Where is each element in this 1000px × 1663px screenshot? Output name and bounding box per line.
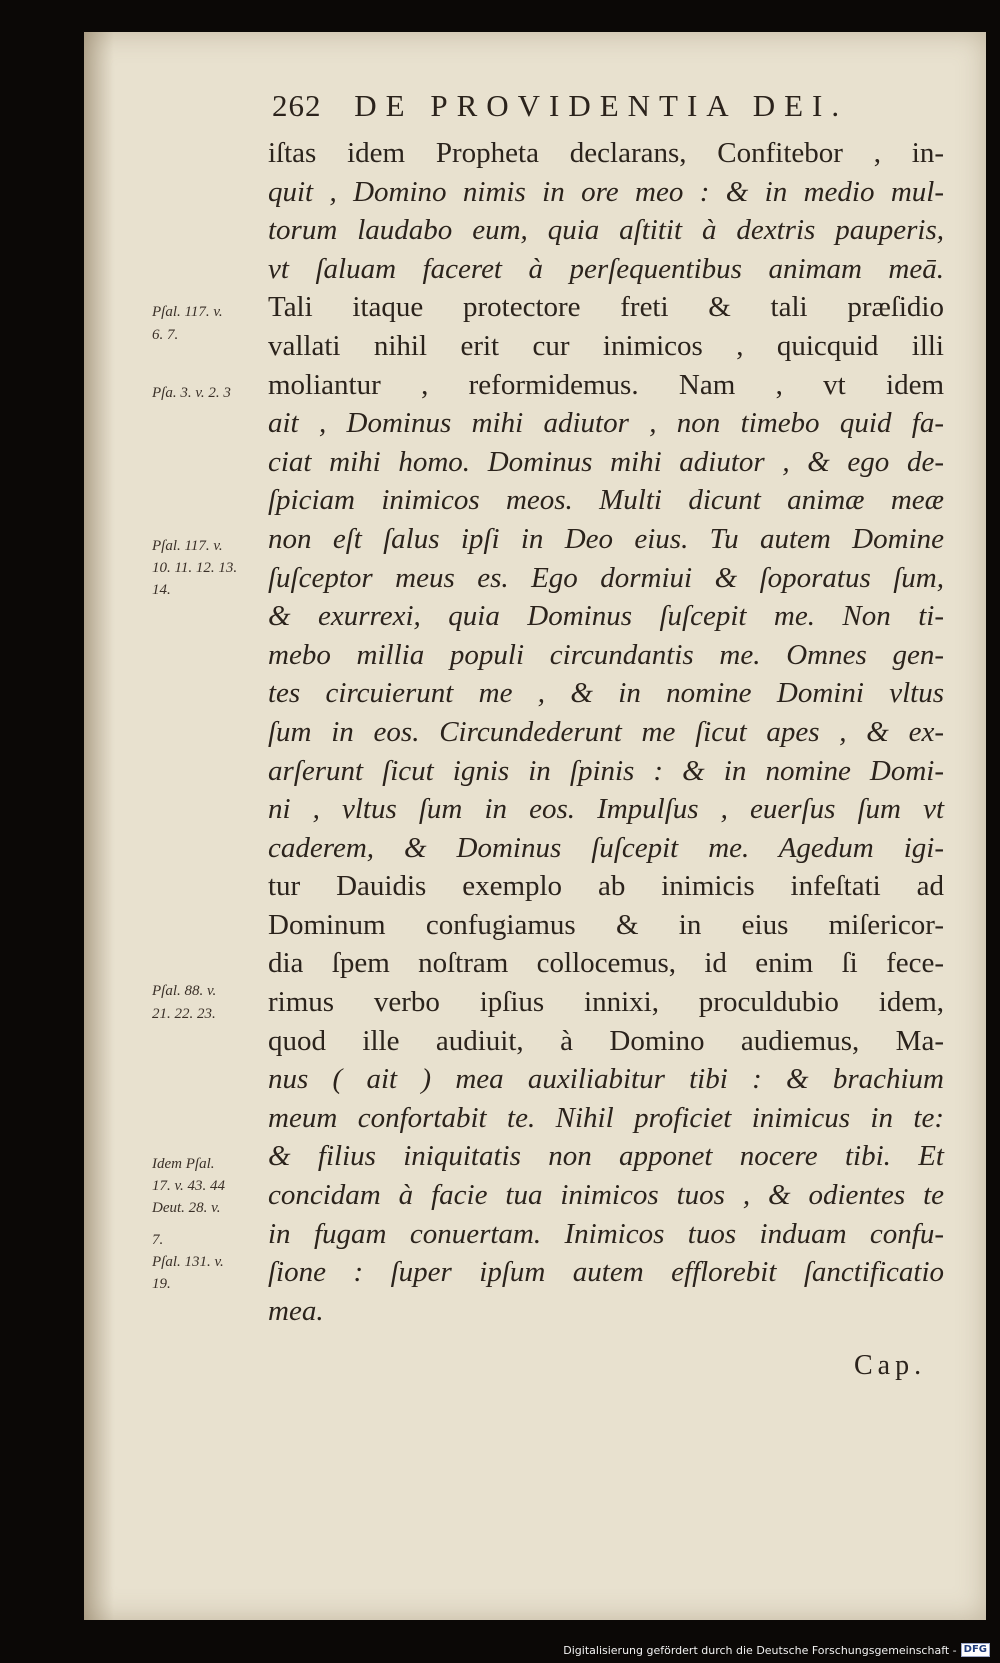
body-text: [268, 134, 944, 1330]
marginal-note: 7.: [152, 1232, 164, 1248]
text-line: ciat mihi homo. Dominus mihi adiutor , & ego de-: [268, 445, 944, 478]
dfg-logo[interactable]: DFG: [961, 1643, 990, 1657]
running-header: [272, 88, 848, 124]
text-line: ait , Dominus mihi adiutor , non timebo quid fa-: [268, 407, 944, 440]
text-line: vallati nihil erit cur inimicos , quicquid illi: [268, 329, 944, 362]
marginal-note: Pſal. 131. v.: [152, 1254, 224, 1270]
marginal-note: Pſal. 117. v.: [152, 538, 223, 554]
text-line: iſtas idem Propheta declarans, Confitebor , in-: [268, 137, 944, 169]
text-line: meum confortabit te. Nihil proficiet inimicus in te:: [268, 1101, 944, 1134]
text-line: tur Dauidis exemplo ab inimicis infeſtati ad: [268, 870, 944, 903]
digitization-credit: [563, 1643, 990, 1657]
text-line: ſione : ſuper ipſum autem efflorebit ſanctificatio: [268, 1256, 944, 1289]
text-line: concidam à facie tua inimicos tuos , & odientes te: [268, 1179, 944, 1212]
running-title: DE PROVIDENTIA DEI.: [354, 88, 849, 123]
text-line: mea.: [268, 1294, 324, 1327]
text-line: caderem, & Dominus ſuſcepit me. Agedum igi-: [268, 831, 944, 864]
marginal-note: Pſal. 117. v.: [152, 304, 223, 320]
text-line: & exurrexi, quia Dominus ſuſcepit me. Non ti-: [268, 600, 944, 633]
marginal-note: Pſa. 3. v. 2. 3: [152, 385, 231, 401]
text-line: nus ( ait ) mea auxiliabitur tibi : & brachium: [268, 1063, 944, 1096]
gutter-shadow: [84, 32, 114, 1620]
text-line: vt ſaluam faceret à perſequentibus animam meā.: [268, 252, 944, 285]
text-line: dia ſpem noſtram collocemus, id enim ſi fece-: [268, 947, 944, 980]
text-line: quit , Domino nimis in ore meo : & in medio mul-: [268, 175, 944, 208]
text-line: non eſt ſalus ipſi in Deo eius. Tu autem Domine: [268, 522, 944, 555]
marginal-note: Idem Pſal.: [152, 1156, 215, 1172]
text-line: moliantur , reformidemus. Nam , vt idem: [268, 368, 944, 401]
text-line: mebo millia populi circundantis me. Omnes gen-: [268, 638, 944, 671]
catchword: Cap.: [854, 1350, 927, 1381]
text-line: ſum in eos. Circundederunt me ſicut apes , & ex-: [268, 715, 944, 748]
text-line: Tali itaque protectore freti & tali præſidio: [268, 291, 944, 324]
text-line: arſerunt ſicut ignis in ſpinis : & in nomine Domi-: [268, 754, 944, 787]
text-line: tes circuierunt me , & in nomine Domini vltus: [268, 677, 944, 710]
book-page: [84, 32, 986, 1620]
text-line: & filius iniquitatis non apponet nocere tibi. Et: [268, 1140, 944, 1173]
text-line: ſpiciam inimicos meos. Multi dicunt animæ meæ: [268, 484, 944, 517]
marginal-note: 10. 11. 12. 13.: [152, 560, 238, 576]
marginal-note: 14.: [152, 582, 171, 598]
marginal-note: 17. v. 43. 44: [152, 1178, 226, 1194]
text-line: ni , vltus ſum in eos. Impulſus , euerſus ſum vt: [268, 793, 944, 826]
credit-text: Digitalisierung gefördert durch die Deutsche Forschungsgemeinschaft -: [563, 1643, 957, 1657]
page-number: 262: [272, 88, 322, 123]
text-line: ſuſceptor meus es. Ego dormiui & ſoporatus ſum,: [268, 561, 944, 594]
text-line: Dominum confugiamus & in eius miſericor-: [268, 908, 944, 941]
text-line: in fugam conuertam. Inimicos tuos induam confu-: [268, 1217, 944, 1250]
marginal-note: 6. 7.: [152, 327, 179, 343]
text-line: quod ille audiuit, à Domino audiemus, Ma-: [268, 1024, 944, 1057]
marginal-note: Pſal. 88. v.: [152, 983, 217, 999]
text-line: rimus verbo ipſius innixi, proculdubio idem,: [268, 986, 944, 1019]
marginal-note: Deut. 28. v.: [152, 1200, 221, 1216]
marginal-note: 19.: [152, 1276, 171, 1292]
text-line: torum laudabo eum, quia aſtitit à dextris pauperis,: [268, 214, 944, 247]
marginal-note: 21. 22. 23.: [152, 1006, 216, 1022]
